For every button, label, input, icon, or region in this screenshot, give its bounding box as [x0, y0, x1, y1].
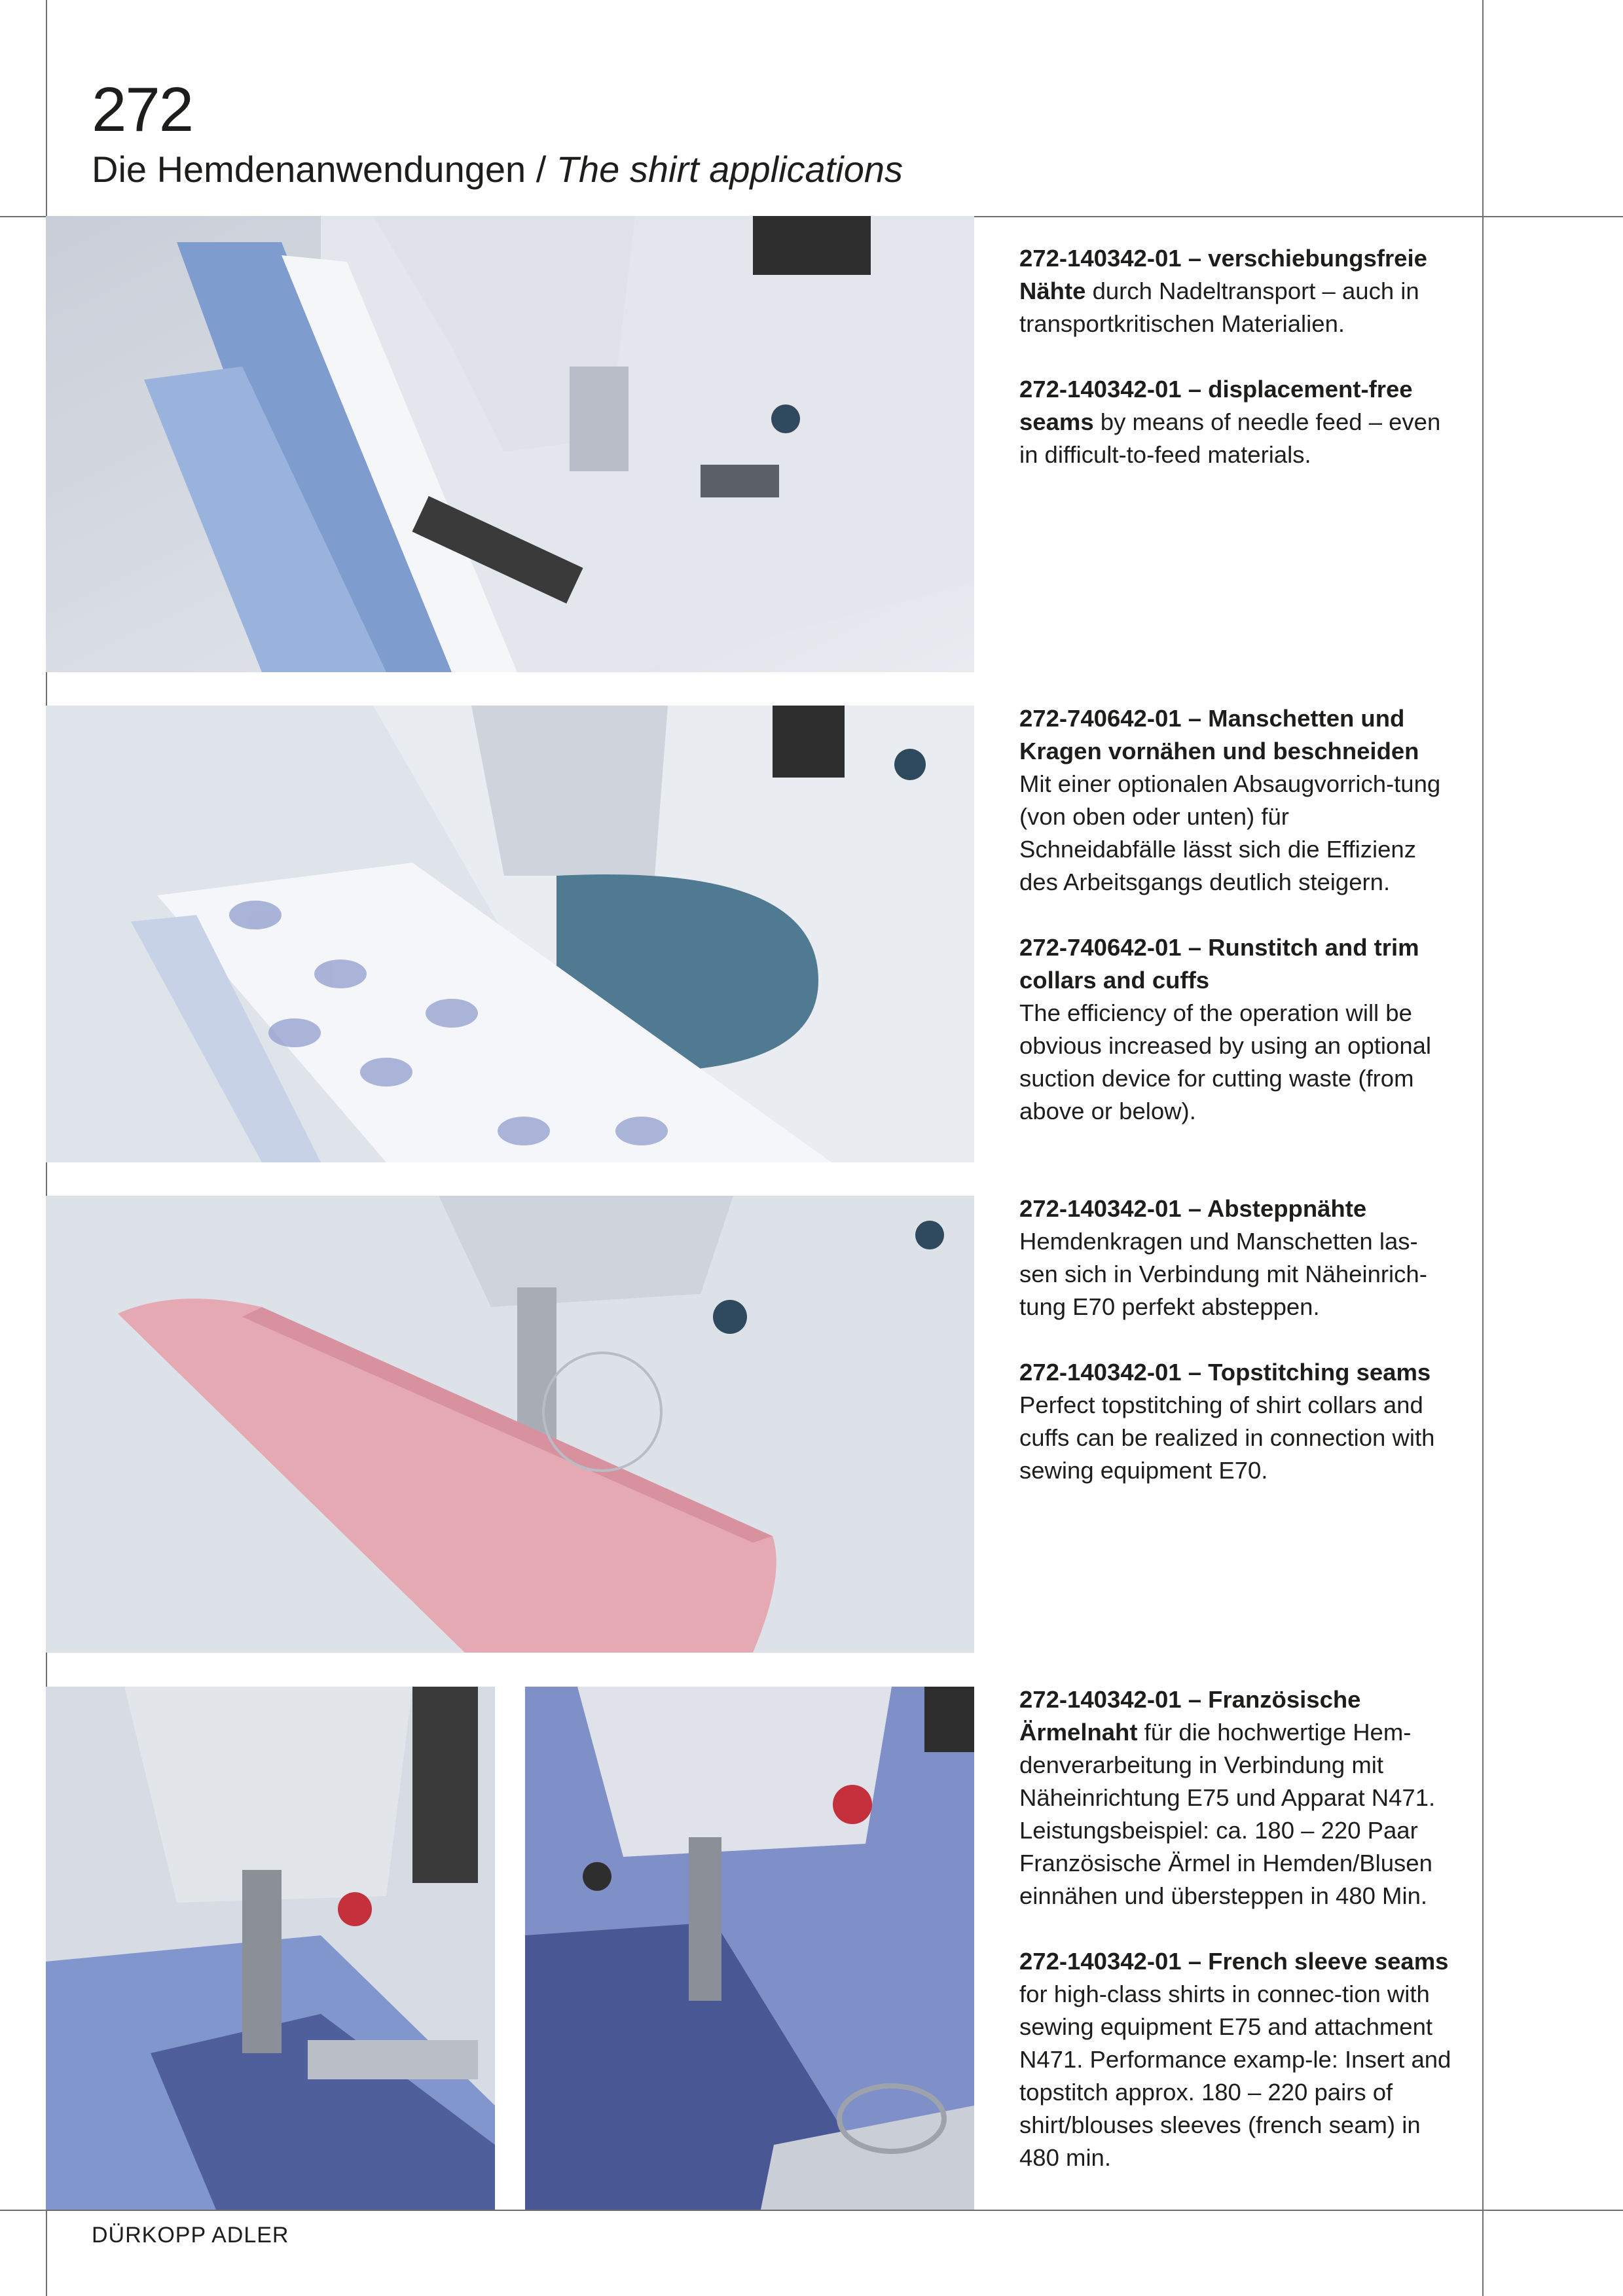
- body-german: durch Nadeltransport – auch in transportkritischen Materialien.: [1019, 278, 1419, 337]
- heading-english: 272-140342-01 – French sleeve seams: [1019, 1948, 1449, 1975]
- text-block-runstitch-trim: [1019, 702, 1451, 1128]
- heading-english: 272-140342-01 – displacement-free seams: [1019, 376, 1413, 435]
- right-margin-line: [1482, 0, 1484, 2296]
- body-english: by means of needle feed – even in difficult-to-feed materials.: [1019, 408, 1441, 468]
- paragraph-german: [1019, 242, 1451, 340]
- title-separator: /: [526, 149, 556, 190]
- paragraph-english: [1019, 1356, 1451, 1487]
- photo-french-sleeve-right: [525, 1687, 974, 2210]
- page-number: 272: [92, 75, 193, 145]
- heading-english: 272-140342-01 – Topstitching seams: [1019, 1359, 1431, 1386]
- body-english: for high-class shirts in connec-tion with sewing equipment E75 and attachment N471. Performance examp-le: Insert and topstitch approx. 180 – 220 pairs of shirt/blouses sleeves (french seam) in 480 min.: [1019, 1981, 1451, 2171]
- text-block-topstitching: [1019, 1193, 1451, 1487]
- body-english: The efficiency of the operation will be obvious increased by using an optional suction device for cutting waste (from above or below).: [1019, 999, 1432, 1124]
- body-german: Mit einer optionalen Absaugvorrich-tung (von oben oder unten) für Schneidabfälle lässt sich die Effizienz des Arbeitsgangs deutlich steigern.: [1019, 770, 1441, 895]
- paragraph-english: [1019, 373, 1451, 471]
- text-block-needle-feed: [1019, 242, 1451, 471]
- page-title: [92, 149, 903, 190]
- body-english: Perfect topstitching of shirt collars and cuffs can be realized in connection with sewing equipment E70.: [1019, 1391, 1435, 1484]
- heading-german: 272-140342-01 – Absteppnähte: [1019, 1195, 1367, 1222]
- paragraph-german: [1019, 1683, 1451, 1912]
- paragraph-german: [1019, 1193, 1451, 1323]
- heading-english: 272-740642-01 – Runstitch and trim collars and cuffs: [1019, 934, 1419, 994]
- footer-rule: [0, 2210, 1623, 2211]
- paragraph-german: [1019, 702, 1451, 899]
- photo-runstitch-trim: [46, 706, 974, 1162]
- body-german: Hemdenkragen und Manschetten las-sen sich in Verbindung mit Näheinrich-tung E70 perfekt absteppen.: [1019, 1228, 1427, 1320]
- heading-german: 272-140342-01 – Französische Ärmelnaht: [1019, 1686, 1361, 1746]
- title-english: The shirt applications: [556, 149, 903, 190]
- title-german: Die Hemdenanwendungen: [92, 149, 526, 190]
- text-block-french-sleeve: [1019, 1683, 1451, 2174]
- paragraph-english: [1019, 1945, 1451, 2174]
- photo-topstitching-collar: [46, 1196, 974, 1653]
- photo-needle-feed-seam: [46, 216, 974, 672]
- photo-french-sleeve-left: [46, 1687, 495, 2210]
- footer-brand: DÜRKOPP ADLER: [92, 2223, 289, 2248]
- body-german: für die hochwertige Hem-denverarbeitung in Verbindung mit Näheinrichtung E75 und Apparat N471. Leistungsbeispiel: ca. 180 – 220 Paar Französische Ärmel in Hemden/Blusen einnähen und übersteppen in 480 Min.: [1019, 1719, 1436, 1909]
- heading-german: 272-140342-01 – verschiebungsfreie Nähte: [1019, 245, 1427, 304]
- paragraph-english: [1019, 931, 1451, 1128]
- heading-german: 272-740642-01 – Manschetten und Kragen vornähen und beschneiden: [1019, 705, 1419, 764]
